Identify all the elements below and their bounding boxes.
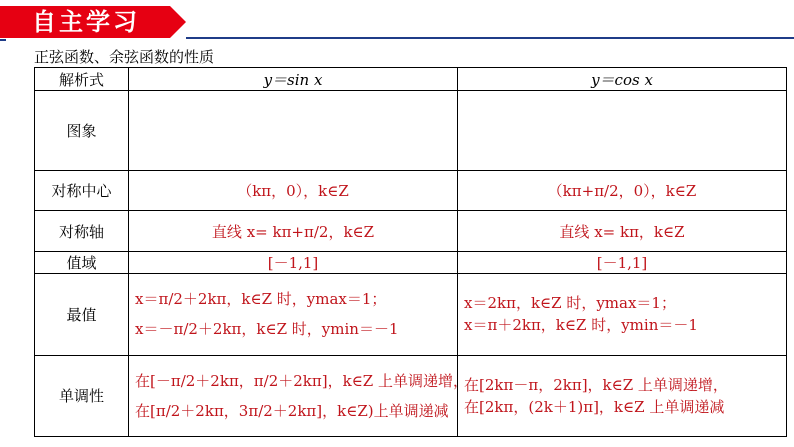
sin-symmetry-axis: 直线 x= kπ+π/2，k∈Z bbox=[129, 211, 458, 252]
banner-accent bbox=[0, 39, 6, 41]
cos-extrema bbox=[458, 274, 787, 355]
row-label: 图象 bbox=[35, 91, 129, 170]
banner-divider bbox=[186, 37, 794, 39]
header-expression: 解析式 bbox=[35, 68, 129, 91]
table-row-monotonicity bbox=[35, 355, 787, 436]
table-row-range bbox=[35, 251, 787, 273]
header-cos: y＝cos x bbox=[458, 68, 787, 91]
section-subtitle: 正弦函数、余弦函数的性质 bbox=[34, 48, 215, 66]
table-row-extrema bbox=[35, 274, 787, 355]
cos-min-line: x＝π＋2kπ，k∈Z 时，ymin＝－1 bbox=[464, 316, 698, 335]
row-label: 单调性 bbox=[35, 355, 129, 436]
sin-min-line: x＝－π/2＋2kπ，k∈Z 时，ymin＝－1 bbox=[135, 320, 399, 339]
cos-symmetry-axis: 直线 x= kπ，k∈Z bbox=[458, 211, 787, 252]
cos-increasing-line: 在[2kπ－π，2kπ]，k∈Z 上单调递增， bbox=[464, 375, 728, 394]
row-label: 值域 bbox=[35, 251, 129, 273]
row-label: 对称中心 bbox=[35, 170, 129, 211]
cos-range: [－1,1] bbox=[458, 251, 787, 273]
sin-symmetry-center: （kπ，0），k∈Z bbox=[129, 170, 458, 211]
cos-monotonicity bbox=[458, 355, 787, 436]
banner-title: 自主学习 bbox=[32, 8, 140, 36]
header-sin: y＝sin x bbox=[129, 68, 458, 91]
sin-increasing-line: 在[－π/2＋2kπ，π/2＋2kπ]，k∈Z 上单调递增， bbox=[135, 371, 468, 390]
sin-decreasing-line: 在[π/2＋2kπ，3π/2＋2kπ]，k∈Z)上单调递减 bbox=[135, 401, 449, 420]
properties-table bbox=[34, 67, 787, 437]
sin-monotonicity bbox=[129, 355, 468, 436]
sin-max-line: x＝π/2＋2kπ，k∈Z 时，ymax＝1； bbox=[135, 290, 387, 309]
sin-graph-cell bbox=[129, 91, 458, 170]
sin-range: [－1,1] bbox=[129, 251, 458, 273]
section-banner bbox=[0, 6, 794, 42]
sin-extrema bbox=[129, 274, 458, 355]
cos-symmetry-center: （kπ+π/2，0），k∈Z bbox=[458, 170, 787, 211]
table-row-symmetry-axis bbox=[35, 211, 787, 252]
table-row-symmetry-center bbox=[35, 170, 787, 211]
cos-graph-cell bbox=[458, 91, 787, 170]
row-label: 对称轴 bbox=[35, 211, 129, 252]
cos-decreasing-line: 在[2kπ，(2k＋1)π]，k∈Z 上单调递减 bbox=[464, 397, 725, 416]
row-label: 最值 bbox=[35, 274, 129, 355]
cos-max-line: x＝2kπ，k∈Z 时，ymax＝1； bbox=[464, 294, 676, 313]
table-row-graph bbox=[35, 91, 787, 170]
table-header-row bbox=[35, 68, 787, 91]
